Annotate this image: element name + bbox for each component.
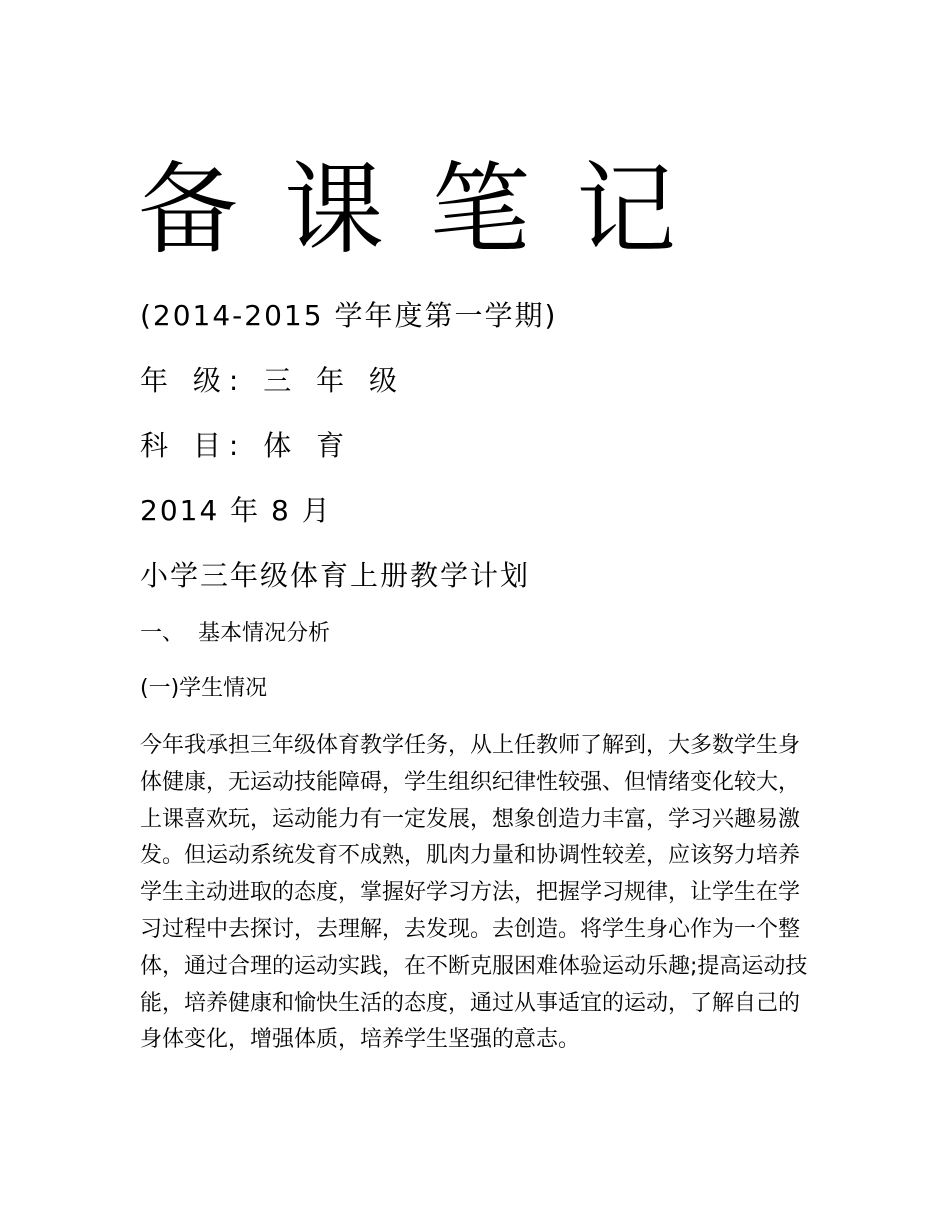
- body-paragraph: 今年我承担三年级体育教学任务，从上任教师了解到，大多数学生身体健康，无运动技能障碍，学生组织纪律性较强、但情绪变化较大，上课喜欢玩，运动能力有一定发展，想象创造力丰富，学习兴趣易激发。但运动系统发育不成熟，肌肉力量和协调性较差，应该努力培养学生主动进取的态度，掌握好学习方法，把握学习规律，让学生在学习过程中去探讨，去理解，去发现。去创造。将学生身心作为一个整体，通过合理的运动实践，在不断克服困难体验运动乐趣;提高运动技能，培养健康和愉快生活的态度，通过从事适宜的运动，了解自己的身体变化，增强体质，培养学生坚强的意志。: [140, 733, 808, 1053]
- main-title: 备课笔记: [138, 151, 722, 268]
- section-number: 一、: [140, 621, 185, 646]
- term-line: (2014-2015 学年度第一学期): [140, 299, 558, 332]
- date-line: 2014 年 8 月: [140, 494, 332, 527]
- subject-line: 科 目: 体 育: [140, 429, 353, 462]
- grade-line: 年 级: 三 年 级: [140, 364, 406, 397]
- plan-title: 小学三年级体育上册教学计划: [140, 559, 531, 592]
- section-heading: [140, 618, 330, 650]
- section-title: 基本情况分析: [198, 621, 331, 646]
- subsection-heading: (一)学生情况: [140, 676, 268, 701]
